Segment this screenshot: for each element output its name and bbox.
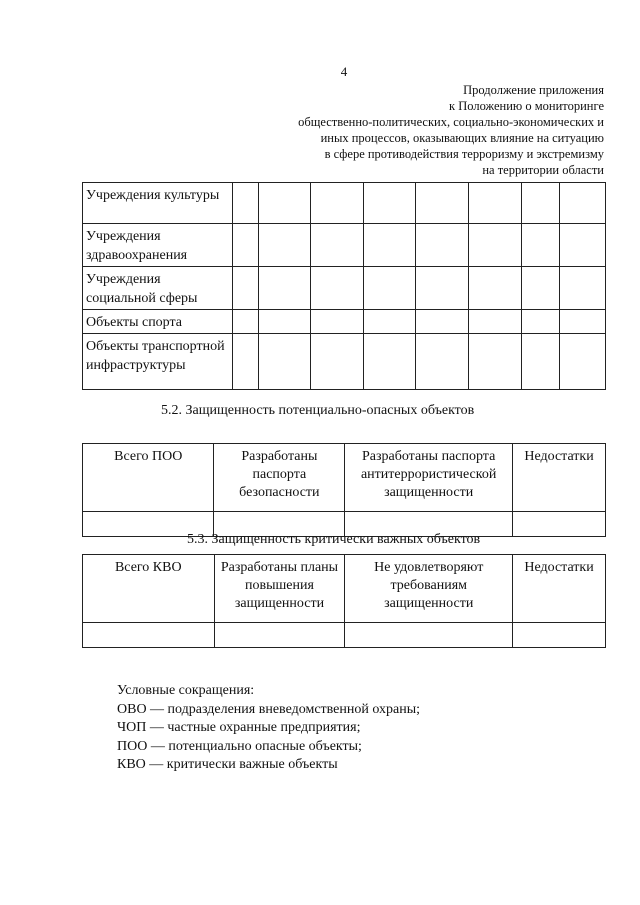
empty-cell bbox=[310, 183, 363, 224]
empty-cell bbox=[363, 310, 416, 334]
empty-cell bbox=[522, 267, 560, 310]
appendix-header bbox=[270, 82, 604, 178]
empty-cell bbox=[513, 512, 606, 537]
table-row bbox=[83, 334, 606, 390]
empty-cell bbox=[469, 310, 522, 334]
empty-cell bbox=[522, 310, 560, 334]
empty-cell bbox=[258, 267, 310, 310]
column-header: Недостатки bbox=[513, 555, 606, 623]
empty-cell bbox=[310, 310, 363, 334]
empty-cell bbox=[522, 183, 560, 224]
empty-cell bbox=[416, 183, 469, 224]
empty-cell bbox=[513, 623, 606, 648]
appendix-header-line: в сфере противодействия терроризму и экстремизму bbox=[324, 147, 604, 161]
empty-cell bbox=[258, 334, 310, 390]
empty-cell bbox=[522, 334, 560, 390]
table-row bbox=[83, 183, 606, 224]
empty-cell bbox=[83, 623, 215, 648]
empty-cell bbox=[469, 267, 522, 310]
table-row bbox=[83, 267, 606, 310]
abbreviation-item: КВО — критически важные объекты bbox=[117, 757, 338, 772]
empty-cell bbox=[469, 183, 522, 224]
empty-cell bbox=[232, 267, 258, 310]
empty-cell bbox=[345, 623, 513, 648]
poo-security-table bbox=[82, 443, 606, 537]
appendix-header-line: к Положению о мониторинге bbox=[449, 99, 604, 113]
empty-cell bbox=[232, 183, 258, 224]
column-header: Всего ПОО bbox=[83, 444, 214, 512]
abbreviation-item: ОВО — подразделения вневедомственной охраны; bbox=[117, 701, 421, 717]
empty-cell bbox=[232, 334, 258, 390]
empty-cell bbox=[560, 310, 606, 334]
column-header: Недостатки bbox=[513, 444, 606, 512]
empty-cell bbox=[469, 334, 522, 390]
section-title-kvo: 5.3. Защищенность критически важных объектов bbox=[187, 532, 481, 547]
abbreviations-block bbox=[117, 682, 537, 775]
empty-cell bbox=[363, 267, 416, 310]
empty-cell bbox=[416, 334, 469, 390]
appendix-header-line: Продолжение приложения bbox=[463, 83, 604, 97]
empty-cell bbox=[232, 224, 258, 267]
abbreviations-title: Условные сокращения: bbox=[117, 683, 255, 698]
empty-cell bbox=[560, 183, 606, 224]
row-label: Объекты спорта bbox=[83, 310, 233, 334]
empty-cell bbox=[416, 224, 469, 267]
empty-cell bbox=[258, 310, 310, 334]
column-header: Разработаны паспорта безопасности bbox=[214, 444, 345, 512]
empty-cell bbox=[310, 267, 363, 310]
appendix-header-line: на территории области bbox=[482, 163, 604, 177]
column-header: Разработаны паспорта антитеррористической защищенности bbox=[345, 444, 513, 512]
empty-cell bbox=[560, 224, 606, 267]
column-header: Не удовлетворяют требованиям защищенности bbox=[345, 555, 513, 623]
abbreviation-item: ПОО — потенциально опасные объекты; bbox=[117, 738, 362, 754]
empty-cell bbox=[363, 183, 416, 224]
column-header: Всего КВО bbox=[83, 555, 215, 623]
table-row bbox=[83, 623, 606, 648]
empty-cell bbox=[363, 224, 416, 267]
section-title-poo: 5.2. Защищенность потенциально-опасных объектов bbox=[161, 403, 475, 418]
empty-cell bbox=[560, 334, 606, 390]
empty-cell bbox=[310, 334, 363, 390]
kvo-security-table bbox=[82, 554, 606, 648]
empty-cell bbox=[258, 183, 310, 224]
row-label: Объекты транспортной инфраструктуры bbox=[83, 334, 233, 390]
table-row bbox=[83, 224, 606, 267]
row-label: Учреждения здравоохранения bbox=[83, 224, 233, 267]
page-number: 4 bbox=[340, 64, 348, 79]
empty-cell bbox=[522, 224, 560, 267]
row-label: Учреждения культуры bbox=[83, 183, 233, 224]
table-header-row bbox=[83, 444, 606, 512]
table-header-row bbox=[83, 555, 606, 623]
row-label: Учреждения социальной сферы bbox=[83, 267, 233, 310]
empty-cell bbox=[232, 310, 258, 334]
empty-cell bbox=[560, 267, 606, 310]
appendix-header-line: общественно-политических, социально-экономических и bbox=[298, 115, 604, 129]
abbreviation-item: ЧОП — частные охранные предприятия; bbox=[117, 720, 361, 735]
column-header: Разработаны планы повышения защищенности bbox=[214, 555, 345, 623]
empty-cell bbox=[258, 224, 310, 267]
table-row bbox=[83, 310, 606, 334]
appendix-header-line: иных процессов, оказывающих влияние на ситуацию bbox=[320, 131, 604, 145]
empty-cell bbox=[416, 267, 469, 310]
empty-cell bbox=[416, 310, 469, 334]
empty-cell bbox=[214, 623, 345, 648]
objects-table bbox=[82, 182, 606, 390]
empty-cell bbox=[469, 224, 522, 267]
empty-cell bbox=[310, 224, 363, 267]
empty-cell bbox=[363, 334, 416, 390]
